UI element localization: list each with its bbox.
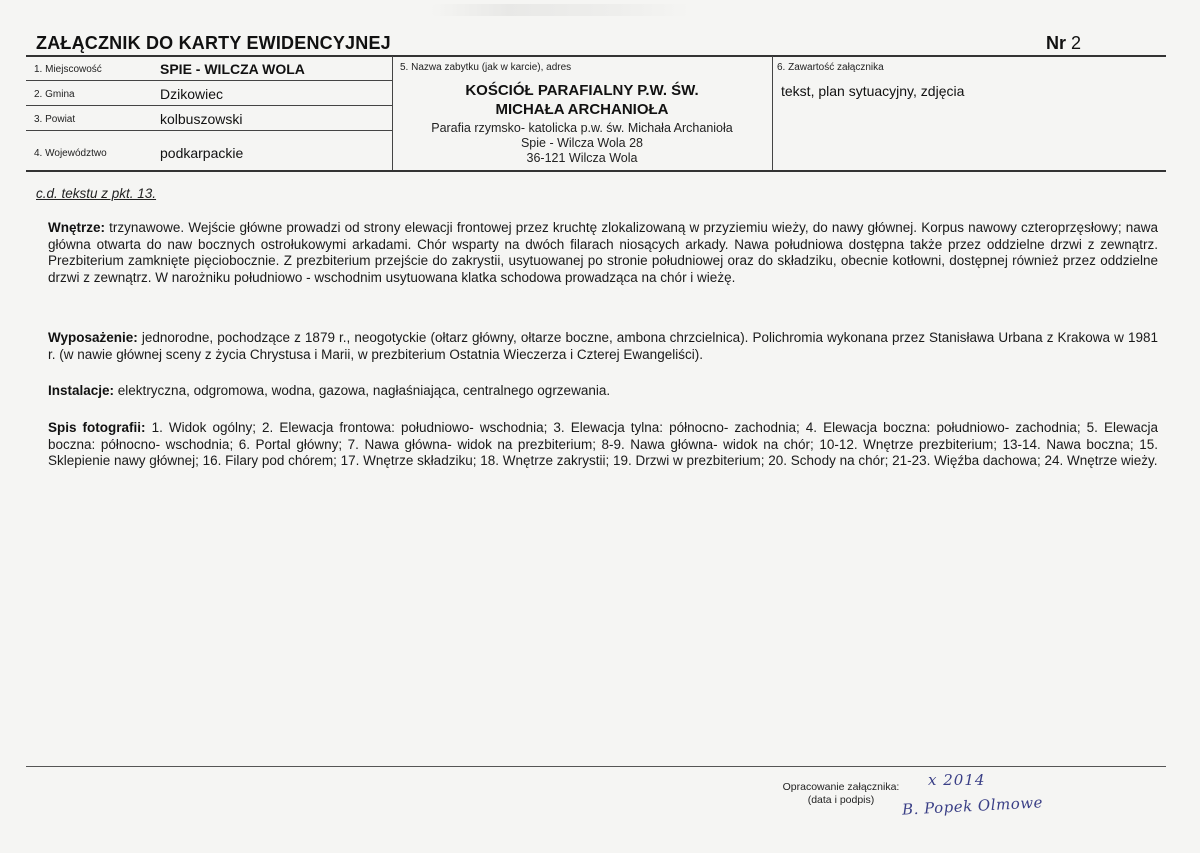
- form-number-label: Nr: [1046, 33, 1067, 53]
- row-powiat: [26, 106, 392, 131]
- form-title: ZAŁĄCZNIK DO KARTY EWIDENCYJNEJ: [36, 33, 391, 53]
- text-wyposazenie: jednorodne, pochodzące z 1879 r., neogotyckie (ołtarz główny, ołtarze boczne, ambona chrzcielnica). Polichromia wykonana przez Stanisława Urbana z Krakowa w 1981 r. (w nawie głównej sceny z życia Chrystusa i Marii, w prezbiterium Ostatnia Wieczerza i Czterej Ewangeliści).: [48, 330, 1158, 362]
- table-bottom-rule: [26, 170, 1166, 172]
- footer-rule: [26, 766, 1166, 767]
- location-table: [26, 57, 392, 170]
- handwritten-signature: B. Popek Olmowe: [901, 793, 1044, 819]
- church-name: [392, 81, 772, 119]
- label-wojewodztwo: 4. Województwo: [34, 148, 107, 159]
- address-line2: 36-121 Wilcza Wola: [526, 151, 638, 165]
- text-wnetrze: trzynawowe. Wejście główne prowadzi od strony elewacji frontowej przez kruchtę zlokalizowaną w przyziemiu wieży, do nawy głównej. Korpus nawowy czteroprzęsłowy; nawa główna otwarta do naw bocznych ostrołukowymi arkadami. Chór wsparty na dwóch filarach niosących arkady. Nawa południowa dostępna także przez oddzielne drzwi z zewnątrz. Prezbiterium zamknięte pięciobocznie. Z prezbiterium przejście do zakrystii, usytuowanej po stronie południowej oraz do składziku, obecnie kotłowni, dostępnej również przez oddzielne drzwi z zewnątrz. W narożniku południowo - wschodnim usytuowana klatka schodowa prowadząca na chór i wieżę.: [48, 220, 1158, 285]
- heading-spis-fotografii: Spis fotografii:: [48, 420, 146, 435]
- value-zawartosc: tekst, plan sytuacyjny, zdjęcia: [781, 83, 965, 99]
- heading-wyposazenie: Wyposażenie:: [48, 330, 138, 345]
- row-miejscowosc: [26, 57, 392, 81]
- continuation-note: c.d. tekstu z pkt. 13.: [36, 186, 157, 201]
- parish-name: Parafia rzymsko- katolicka p.w. św. Michała Archanioła: [431, 121, 733, 135]
- heading-wnetrze: Wnętrze:: [48, 220, 105, 235]
- church-name-line1: KOŚCIÓŁ PARAFIALNY P.W. ŚW.: [465, 82, 699, 99]
- label-miejscowosc: 1. Miejscowość: [34, 64, 102, 75]
- church-name-line2: MICHAŁA ARCHANIOŁA: [495, 101, 669, 118]
- paragraph-spis-fotografii: [48, 420, 1158, 470]
- form-number-value: 2: [1071, 33, 1082, 53]
- value-gmina: Dzikowiec: [160, 86, 224, 102]
- form-number: [1046, 33, 1081, 54]
- prepared-by-line1: Opracowanie załącznika:: [782, 781, 900, 793]
- text-spis-fotografii: 1. Widok ogólny; 2. Elewacja frontowa: południowo- wschodnia; 3. Elewacja tylna: północno- zachodnia; 4. Elewacja boczna: południowo- zachodnia; 5. Elewacja boczna: północno- wschodnia; 6. Portal główny; 7. Nawa główna- widok na prezbiterium; 8-9. Nawa główna- widok na chór; 10-12. Wnętrze prezbiterium; 13-14. Nawa boczna; 15. Sklepienie nawy głównej; 16. Filary pod chórem; 17. Wnętrze składziku; 18. Wnętrze zakrystii; 19. Drzwi w prezbiterium; 20. Schody na chór; 21-23. Więźba dachowa; 24. Wnętrze wieży.: [48, 420, 1158, 468]
- prepared-by-line2: (data i podpis): [807, 794, 875, 806]
- label-gmina: 2. Gmina: [34, 89, 75, 100]
- row-wojewodztwo: [26, 131, 392, 170]
- column-divider: [772, 56, 773, 170]
- prepared-by-label: [776, 781, 906, 807]
- heading-instalacje: Instalacje:: [48, 383, 115, 398]
- handwritten-date: x 2014: [928, 771, 986, 789]
- scan-artifact: [430, 4, 690, 16]
- label-zawartosc: 6. Zawartość załącznika: [777, 62, 884, 73]
- value-powiat: kolbuszowski: [160, 111, 243, 127]
- paragraph-wyposazenie: [48, 330, 1158, 363]
- label-nazwa-zabytku: 5. Nazwa zabytku (jak w karcie), adres: [400, 62, 572, 73]
- row-gmina: [26, 81, 392, 106]
- value-wojewodztwo: podkarpackie: [160, 145, 244, 161]
- text-instalacje: elektryczna, odgromowa, wodna, gazowa, nagłaśniająca, centralnego ogrzewania.: [117, 383, 611, 398]
- paragraph-wnetrze: [48, 220, 1158, 286]
- paragraph-instalacje: [48, 383, 1158, 400]
- label-powiat: 3. Powiat: [34, 114, 76, 125]
- parish-address: [392, 121, 772, 166]
- address-line1: Spie - Wilcza Wola 28: [520, 136, 644, 150]
- value-miejscowosc: SPIE - WILCZA WOLA: [160, 61, 305, 77]
